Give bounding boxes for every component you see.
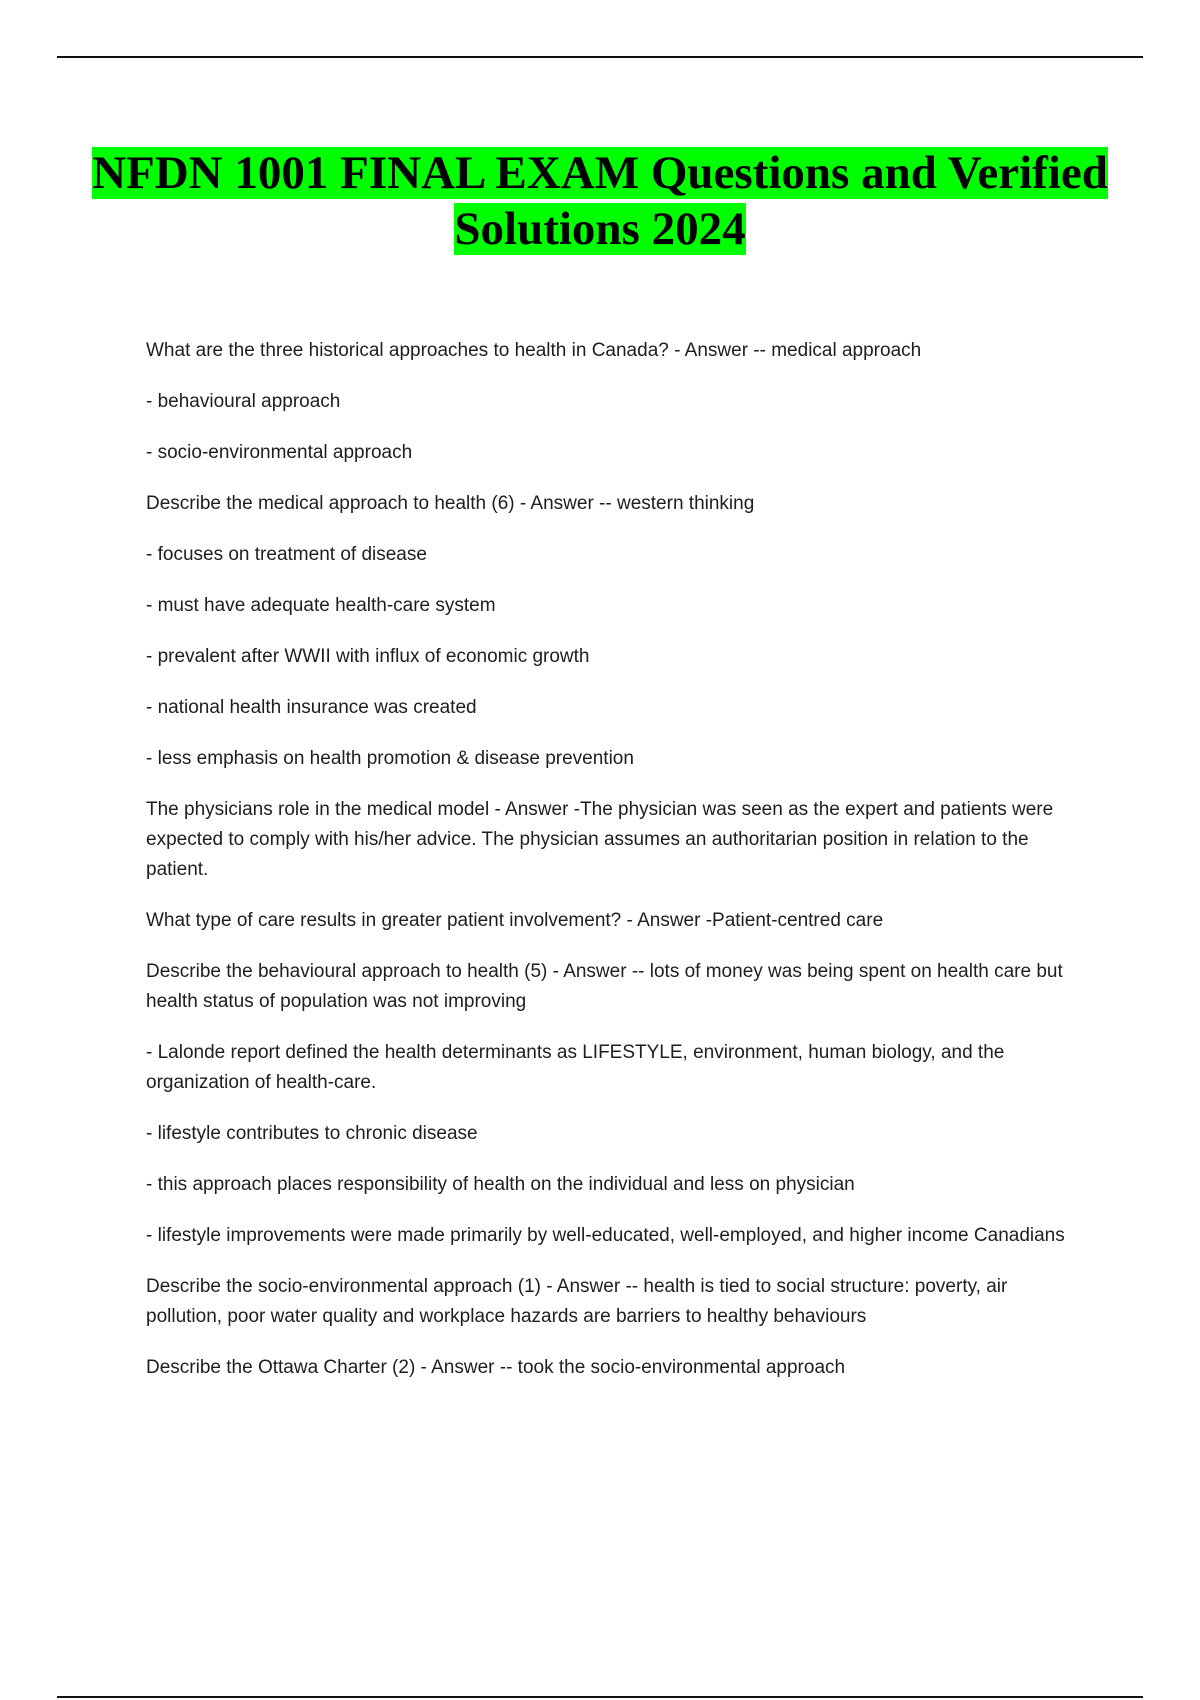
paragraph: - lifestyle improvements were made primarily by well-educated, well-employed, and higher income Canadians (146, 1225, 1065, 1246)
paragraph: Describe the Ottawa Charter (2) - Answer -- took the socio-environmental approach (146, 1357, 846, 1378)
document-title: NFDN 1001 FINAL EXAM Questions and Verified Solutions 2024 (92, 147, 1108, 255)
document-body (146, 336, 1076, 1404)
paragraph: - this approach places responsibility of health on the individual and less on physician (146, 1174, 855, 1195)
paragraph: - must have adequate health-care system (146, 595, 496, 616)
paragraph: What type of care results in greater patient involvement? - Answer -Patient-centred care (146, 910, 884, 931)
paragraph: - focuses on treatment of disease (146, 544, 427, 565)
paragraph: - less emphasis on health promotion & disease prevention (146, 748, 634, 769)
title-block (0, 145, 1200, 257)
paragraph: Describe the behavioural approach to health (5) - Answer -- lots of money was being spent on health care but health status of population was not improving (146, 961, 1063, 1012)
paragraph: Describe the medical approach to health (6) - Answer -- western thinking (146, 493, 755, 514)
paragraph: - prevalent after WWII with influx of economic growth (146, 646, 590, 667)
paragraph: - lifestyle contributes to chronic disease (146, 1123, 478, 1144)
paragraph: The physicians role in the medical model - Answer -The physician was seen as the expert and patients were expected to comply with his/her advice. The physician assumes an authoritarian position in relation to the patient. (146, 799, 1054, 880)
paragraph: Describe the socio-environmental approach (1) - Answer -- health is tied to social structure: poverty, air pollution, poor water quality and workplace hazards are barriers to healthy behaviours (146, 1276, 1008, 1327)
paragraph: - behavioural approach (146, 391, 341, 412)
paragraph: - national health insurance was created (146, 697, 477, 718)
paragraph: What are the three historical approaches to health in Canada? - Answer -- medical approach (146, 340, 922, 361)
bottom-rule (57, 1696, 1143, 1698)
top-rule (57, 56, 1143, 58)
paragraph: - Lalonde report defined the health determinants as LIFESTYLE, environment, human biology, and the organization of health-care. (146, 1042, 1005, 1093)
paragraph: - socio-environmental approach (146, 442, 413, 463)
